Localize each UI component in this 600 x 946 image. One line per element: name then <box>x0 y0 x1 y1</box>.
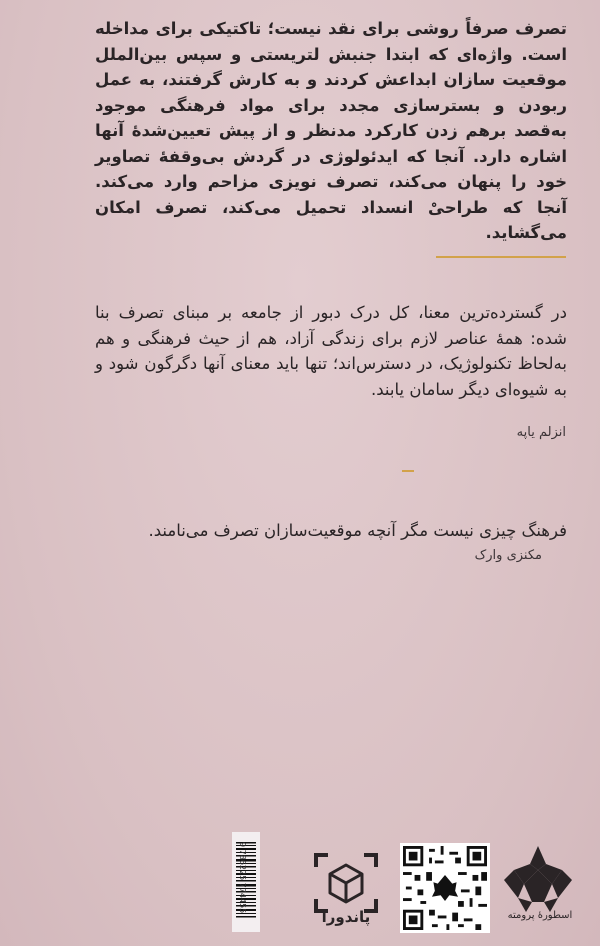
quote-paragraph-1: در گسترده‌ترین معنا، کل درک دبور از جامعه بر مبنای تصرف بنا شده: همهٔ عناصر لازم برای زندگی آزاد، هم از حیث فرهنگی و هم به‌لحاظ تکنولوژیک، در دسترس‌اند؛ تنها باید معنای آنها دگرگون شود و به شیوه‌ای دیگر سامان یابند. <box>95 303 567 399</box>
divider-dash <box>402 470 414 472</box>
divider-line <box>436 256 566 258</box>
quote-paragraph-2: فرهنگ چیزی نیست مگر آنچه موقعیت‌سازان تصرف می‌نامند. <box>148 521 567 540</box>
blurb-paragraph-1: تصرف صرفاً روشی برای نقد نیست؛ تاکتیکی برای مداخله است. واژه‌ای که ابتدا جنبش لتریستی و سپس بین‌الملل موقعیت سازان ابداعش کردند و به کارش گرفتند، به عمل ربودن و بسترسازی مجدد برای مواد فرهنگی موجود به‌قصد برهم زدن کارکرد مدنظر و از پیش تعیین‌شدهٔ آنها اشاره دارد. آنجا که ایدئولوژی در گردش بی‌وقفهٔ تصاویر خود را پنهان می‌کند، تصرف نویزی مزاحم وارد می‌کند. آنجا که طراحیْ انسداد تحمیل می‌کند، تصرف امکان می‌گشاید. <box>95 19 567 242</box>
pandora-wordmark: پاندورا <box>321 908 371 926</box>
quote-attribution-1: انزلم یاپه <box>516 425 566 440</box>
isbn-digits: 9 786225 774455 <box>238 842 247 914</box>
quote-attribution-2: مکنزی وارک <box>474 548 542 563</box>
ostorah-wordmark: اسطورهٔ پرومته <box>507 910 573 921</box>
qr-code-icon <box>400 843 490 933</box>
